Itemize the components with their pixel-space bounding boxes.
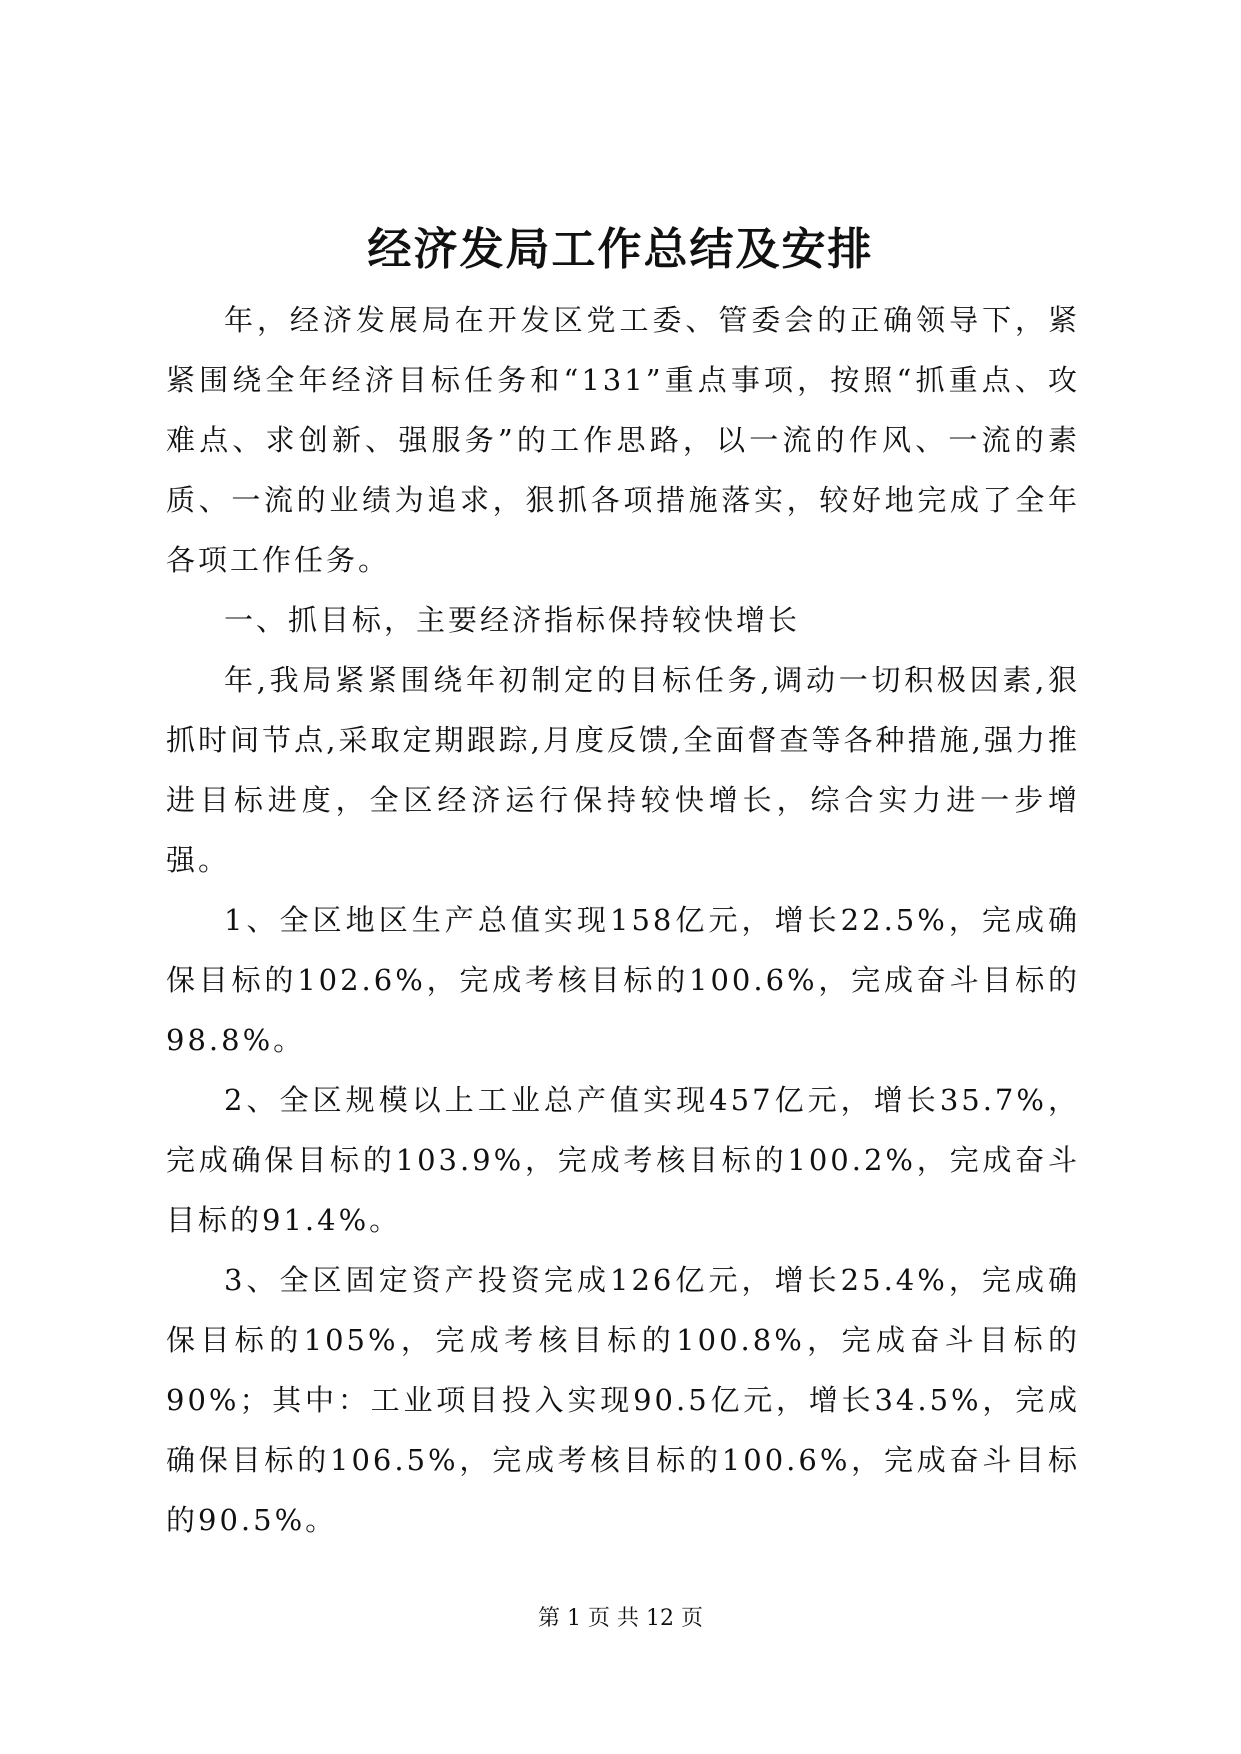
section-heading: 一、抓目标，主要经济指标保持较快增长 <box>224 603 801 637</box>
industrial-output-item: 2、全区规模以上工业总产值实现457亿元，增长35.7%，完成确保目标的103.9%，完成考核目标的100.2%，完成奋斗目标的91.4%。 <box>166 1083 1080 1237</box>
page-title: 经济发局工作总结及安排 <box>367 224 874 275</box>
section-paragraph: 年,我局紧紧围绕年初制定的目标任务,调动一切积极因素,狠抓时间节点,采取定期跟踪,月度反馈,全面督查等各种措施,强力推进目标进度，全区经济运行保持较快增长，综合实力进一步增强。 <box>166 663 1080 877</box>
intro-paragraph: 年，经济发展局在开发区党工委、管委会的正确领导下，紧紧围绕全年经济目标任务和“131”重点事项，按照“抓重点、攻难点、求创新、强服务”的工作思路，以一流的作风、一流的素质、一流的业绩为追求，狠抓各项措施落实，较好地完成了全年各项工作任务。 <box>166 303 1080 577</box>
document-body <box>166 290 1080 1550</box>
page-footer: 第 1 页 共 12 页 <box>538 1606 703 1631</box>
fixed-asset-investment-item: 3、全区固定资产投资完成126亿元，增长25.4%，完成确保目标的105%，完成考核目标的100.8%，完成奋斗目标的90%；其中：工业项目投入实现90.5亿元，增长34.5%，完成确保目标的106.5%，完成考核目标的100.6%，完成奋斗目标的90.5%。 <box>166 1263 1080 1537</box>
gdp-item: 1、全区地区生产总值实现158亿元，增长22.5%，完成确保目标的102.6%，完成考核目标的100.6%，完成奋斗目标的98.8%。 <box>166 903 1080 1057</box>
